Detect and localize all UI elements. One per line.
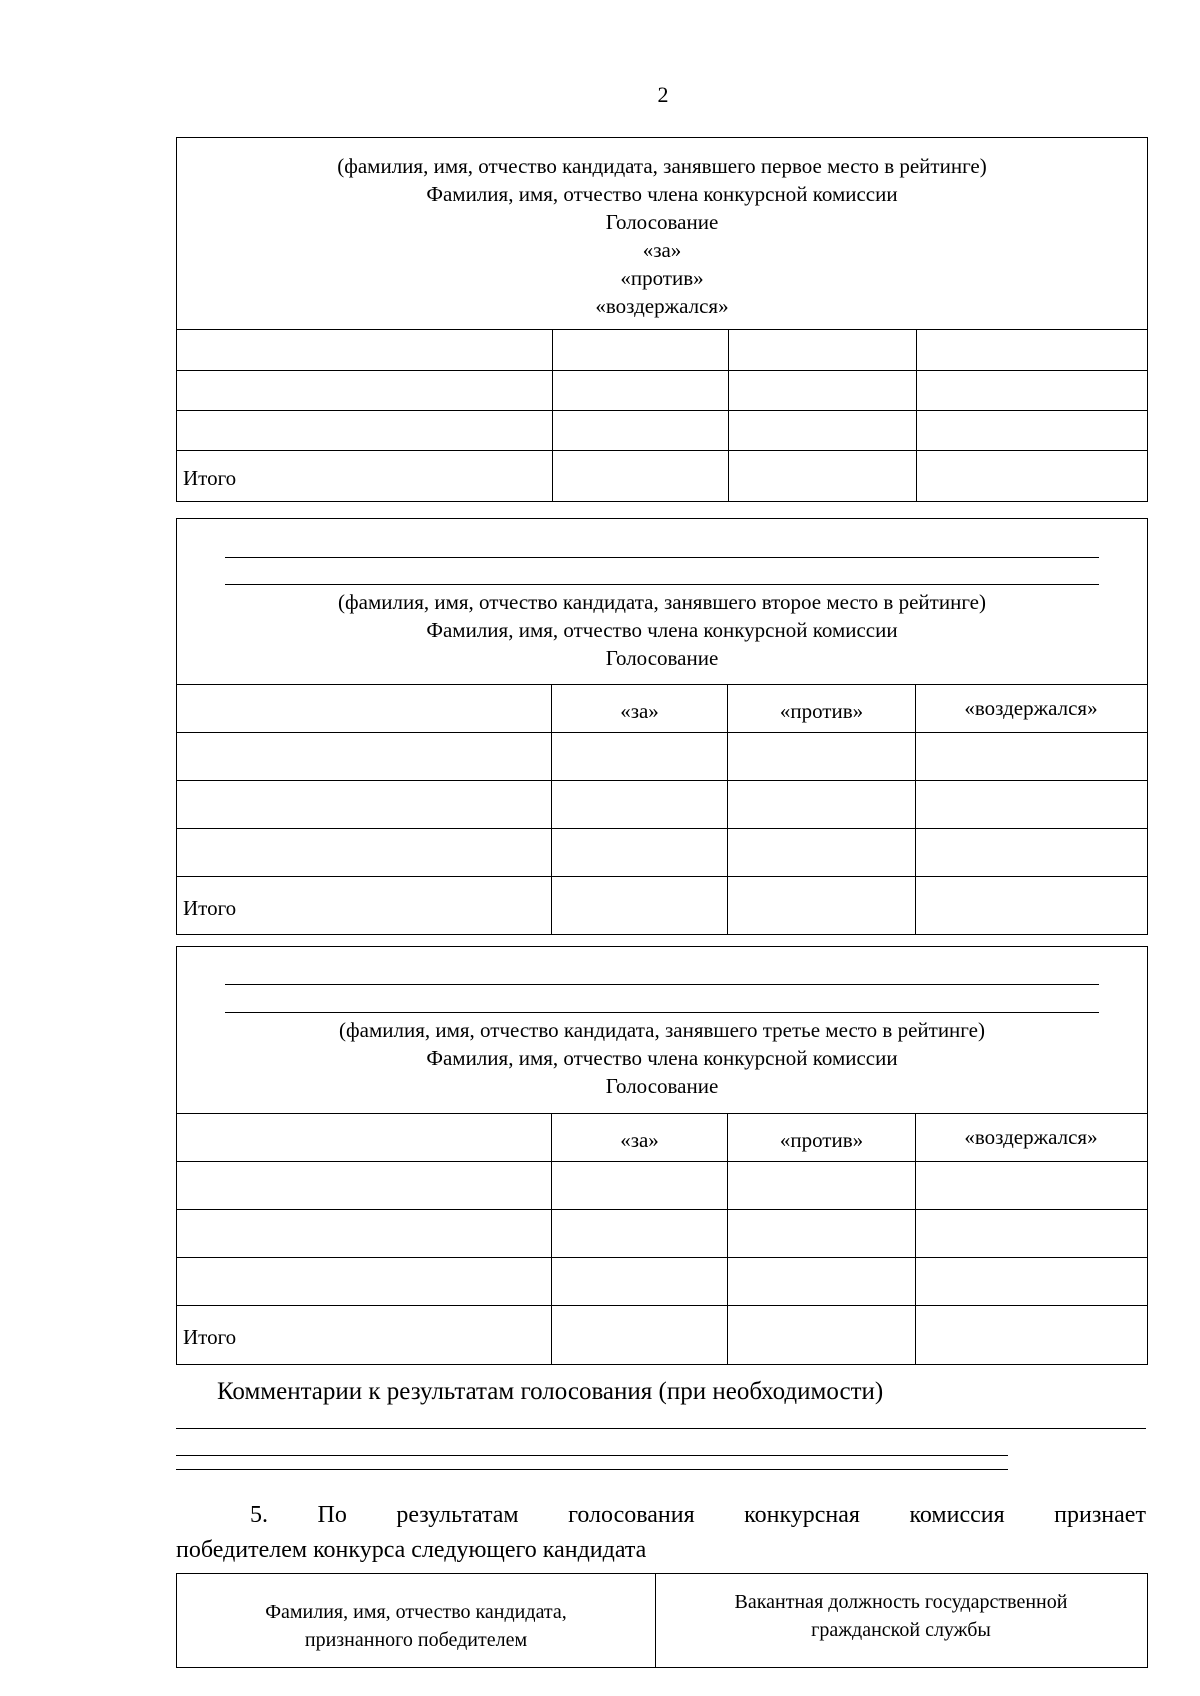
row-divider [177, 732, 1147, 733]
section5-first-line [250, 1500, 1146, 1530]
voting-table-third-place [176, 946, 1148, 1365]
candidate-name-blank-line [225, 584, 1099, 585]
caption-voting: Голосование [605, 210, 719, 234]
caption-candidate-third: (фамилия, имя, отчество кандидата, занявшего третье место в рейтинге) [339, 1018, 985, 1042]
caption-for: «за» [642, 238, 682, 262]
caption-against: «против» [620, 266, 704, 290]
row-divider [177, 684, 1147, 685]
vacant-position-header-line: Вакантная должность государственной [734, 1591, 1068, 1613]
caption-candidate-first: (фамилия, имя, отчество кандидата, занявшего первое место в рейтинге) [337, 154, 987, 178]
column-header-abstain: «воздержался» [964, 1125, 1098, 1149]
column-header-abstain: «воздержался» [964, 696, 1098, 720]
row-divider [177, 780, 1147, 781]
comments-blank-line [176, 1455, 1008, 1456]
row-divider [177, 370, 1147, 371]
caption-candidate-second: (фамилия, имя, отчество кандидата, занявшего второе место в рейтинге) [338, 590, 986, 614]
row-divider [177, 1161, 1147, 1162]
section5-word: результатам [396, 1502, 519, 1528]
row-divider [177, 1113, 1147, 1114]
candidate-name-blank-line [225, 1012, 1099, 1013]
section5-word: 5. [250, 1502, 268, 1528]
caption-member-name: Фамилия, имя, отчество члена конкурсной комиссии [426, 618, 898, 642]
candidate-name-blank-line [225, 984, 1099, 985]
section5-word: признает [1054, 1502, 1146, 1528]
caption-voting: Голосование [605, 1074, 719, 1098]
caption-abstain: «воздержался» [595, 294, 729, 318]
column-header-for: «за» [620, 1128, 659, 1152]
row-divider [177, 828, 1147, 829]
total-label: Итого [183, 896, 237, 920]
caption-member-name: Фамилия, имя, отчество члена конкурсной комиссии [426, 182, 898, 206]
column-divider [915, 684, 916, 934]
winner-name-header-line: Фамилия, имя, отчество кандидата, [265, 1601, 567, 1623]
candidate-name-blank-line [225, 557, 1099, 558]
row-divider [177, 410, 1147, 411]
voting-table-first-place [176, 137, 1148, 502]
section5-word: По [317, 1502, 347, 1528]
column-header-for: «за» [620, 699, 659, 723]
total-label: Итого [183, 466, 237, 490]
column-header-against: «против» [779, 699, 864, 723]
comments-blank-line [176, 1428, 1146, 1429]
row-divider [177, 1209, 1147, 1210]
page-number: 2 [657, 82, 669, 107]
row-divider [177, 876, 1147, 877]
winner-table [176, 1573, 1148, 1668]
comments-blank-line [176, 1469, 1008, 1470]
column-divider [916, 329, 917, 501]
winner-name-header [177, 1598, 655, 1654]
vacant-position-header-line: гражданской службы [811, 1619, 991, 1641]
voting-table-second-place [176, 518, 1148, 935]
section5-word: голосования [568, 1502, 695, 1528]
vacant-position-header [656, 1588, 1146, 1644]
comments-heading: Комментарии к результатам голосования (при необходимости) [217, 1378, 884, 1405]
row-divider [177, 1257, 1147, 1258]
column-divider [915, 1113, 916, 1364]
row-divider [177, 1305, 1147, 1306]
total-label: Итого [183, 1325, 237, 1349]
column-header-against: «против» [779, 1128, 864, 1152]
caption-member-name: Фамилия, имя, отчество члена конкурсной комиссии [426, 1046, 898, 1070]
section5-word: конкурсная [744, 1502, 860, 1528]
winner-name-header-line: признанного победителем [304, 1629, 528, 1651]
section5-second-line: победителем конкурса следующего кандидата [176, 1537, 647, 1563]
column-divider [552, 329, 553, 501]
section5-word: комиссия [909, 1502, 1005, 1528]
caption-voting: Голосование [605, 646, 719, 670]
column-divider [728, 329, 729, 501]
row-divider [177, 450, 1147, 451]
row-divider [177, 329, 1147, 330]
